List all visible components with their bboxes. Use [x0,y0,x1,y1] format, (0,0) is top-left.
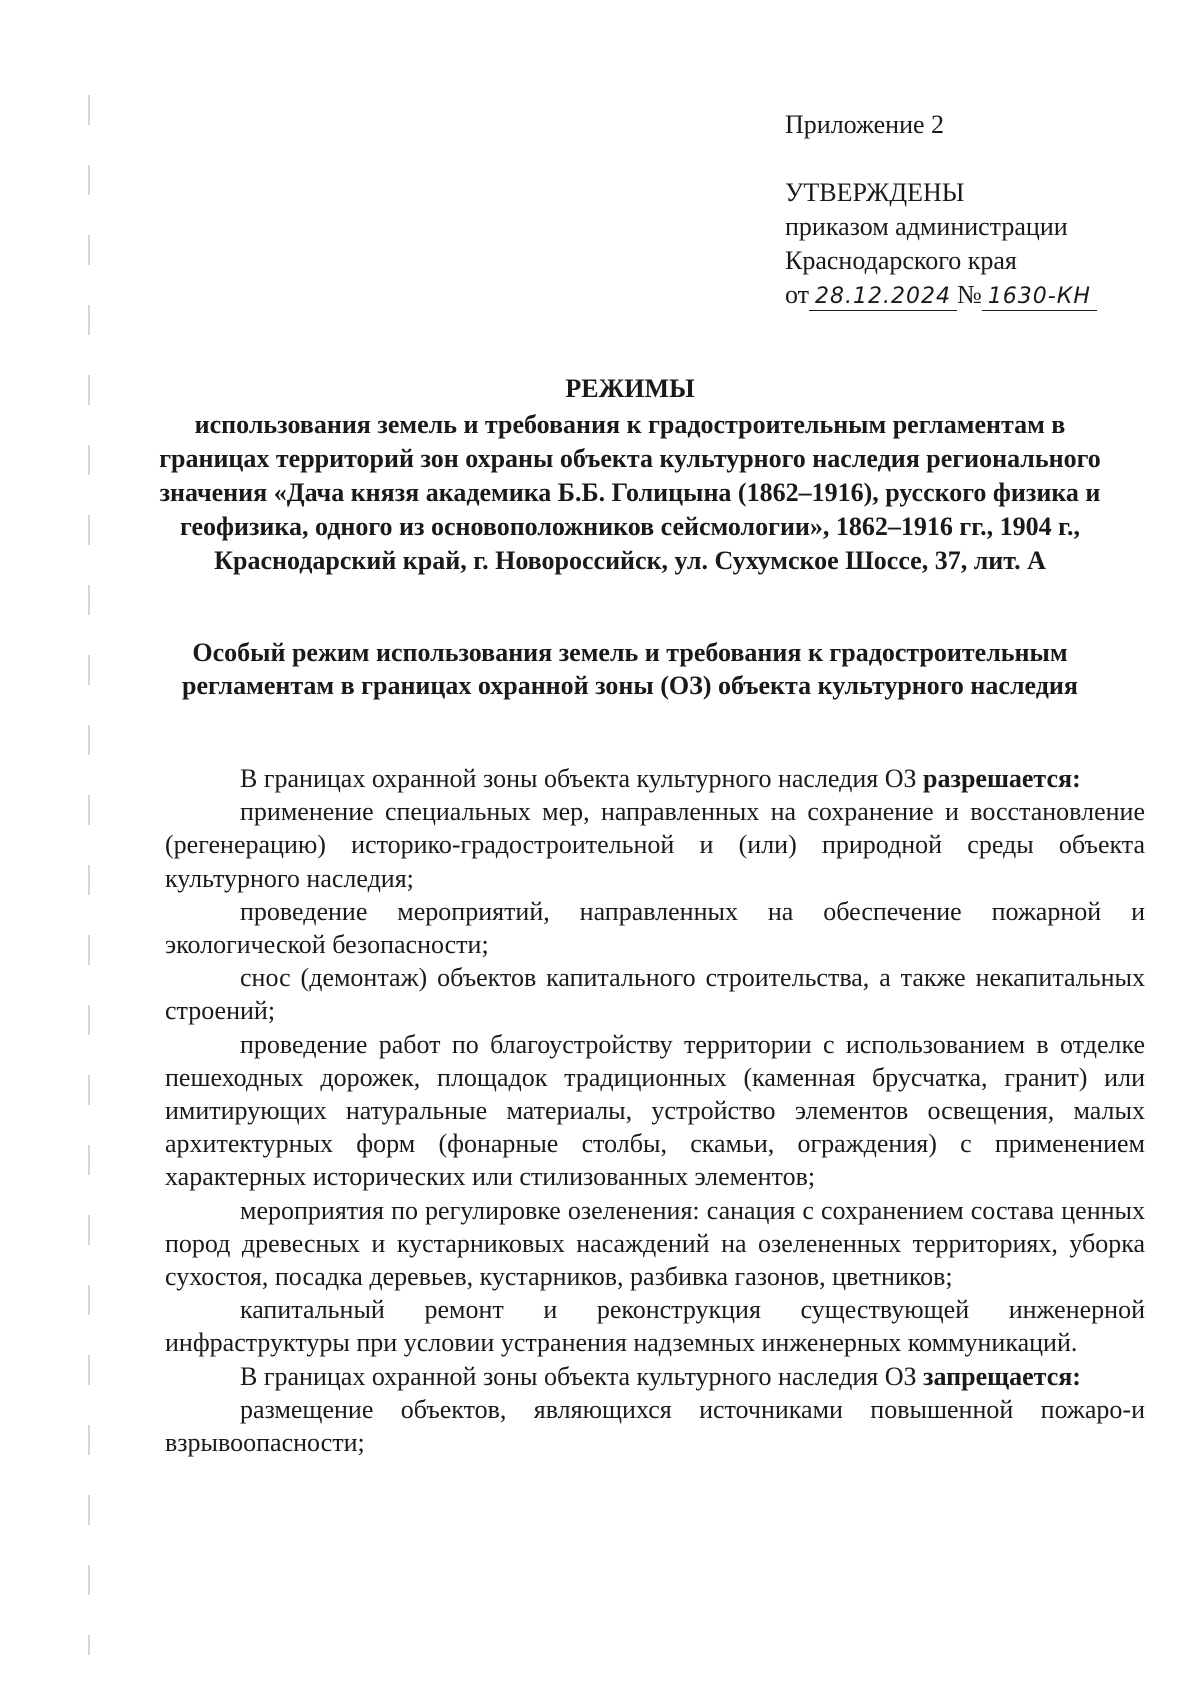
list-item: мероприятия по регулировке озеленения: санация с сохранением состава ценных пород древесных и кустарниковых насаждений на озелененных территориях, уборка сухостоя, посадка деревьев, кустарников, разбивка газонов, цветников; [165,1195,1145,1292]
list-item: проведение мероприятий, направленных на обеспечение пожарной и экологической безопасности; [165,896,1145,960]
prohibited-intro-paragraph [165,1360,1145,1393]
document-title [150,372,1110,578]
prohibited-intro-text: В границах охранной зоны объекта культурного наследия ОЗ [240,1361,917,1391]
handwritten-number: 1630-КН [982,284,1097,311]
number-prefix: № [957,280,982,309]
document-body [165,762,1145,1459]
allowed-intro-text: В границах охранной зоны объекта культурного наследия ОЗ [240,764,917,793]
order-line [785,278,1097,312]
list-item: применение специальных мер, направленных на сохранение и восстановление (регенерацию) историко-градостроительной и (или) природной среды объекта культурного наследия; [165,797,1145,893]
approval-block [785,108,1097,312]
list-item: размещение объектов, являющихся источниками повышенной пожаро-и взрывоопасности; [165,1394,1145,1458]
main-title: РЕЖИМЫ [565,374,695,403]
date-prefix: от [785,280,810,309]
approval-line-1: приказом администрации [785,212,1068,241]
approved-label: УТВЕРЖДЕНЫ [785,178,965,207]
allowed-intro-paragraph [165,762,1145,795]
prohibited-keyword: запрещается: [923,1361,1081,1391]
approval-line-2: Краснодарского края [785,246,1017,275]
scan-edge-marks [88,95,90,1655]
appendix-label: Приложение 2 [785,110,945,139]
list-item: снос (демонтаж) объектов капитального строительства, а также некапитальных строений; [165,963,1145,1026]
list-item: проведение работ по благоустройству территории с использованием в отделке пешеходных дорожек, площадок традиционных (каменная брусчатка, гранит) или имитирующих натуральные материалы, устройство элементов освещения, малых архитектурных форм (фонарные столбы, скамьи, ограждения) с применением характерных исторических или стилизованных элементов; [165,1029,1145,1192]
list-item: капитальный ремонт и реконструкция существующей инженерной инфраструктуры при условии устранения надземных инженерных коммуникаций. [165,1295,1145,1358]
document-subtitle: использования земель и требования к градостроительным регламентам в границах территорий зон охраны объекта культурного наследия регионального значения «Дача князя академика Б.Б. Голицына (1862–1916), русского физика и геофизика, одного из основоположников сейсмологии», 1862–1916 гг., 1904 г., Краснодарский край, г. Новороссийск, ул. Сухумское Шоссе, 37, лит. А [159,410,1101,575]
handwritten-date: 28.12.2024 [809,284,957,311]
allowed-keyword: разрешается: [923,764,1081,793]
section-title: Особый режим использования земель и требования к градостроительным регламентам в границах охранной зоны (ОЗ) объекта культурного наследия [182,638,1078,700]
